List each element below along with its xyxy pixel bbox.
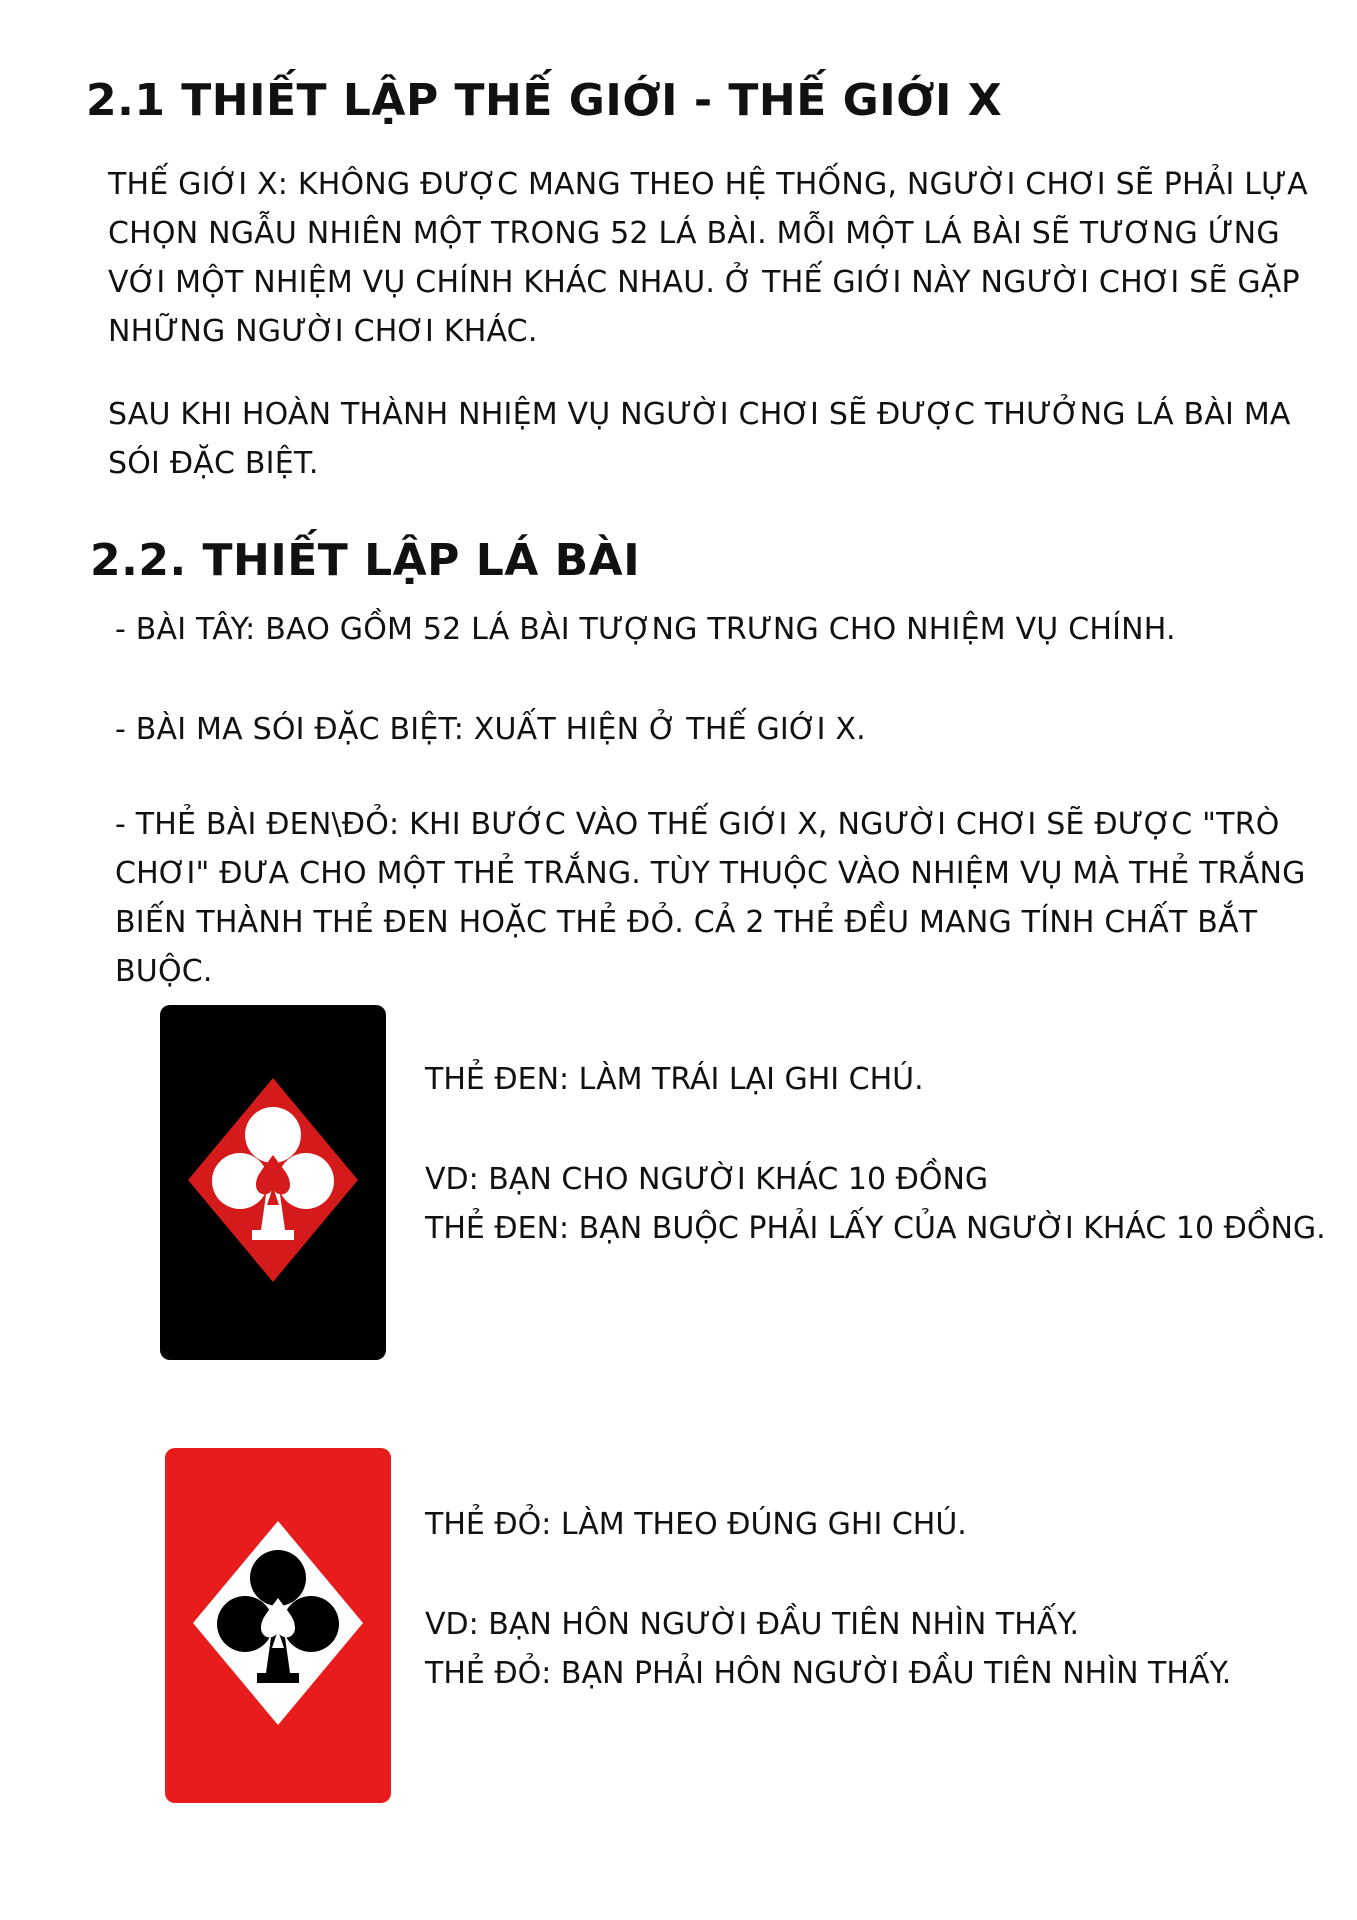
red-card-image: [165, 1448, 391, 1803]
red-card-rule: THẺ ĐỎ: BẠN PHẢI HÔN NGƯỜI ĐẦU TIÊN NHÌN THẤY.: [425, 1656, 1232, 1691]
black-card-label: THẺ ĐEN: LÀM TRÁI LẠI GHI CHÚ.: [425, 1062, 924, 1097]
club-spade-diamond-icon: [160, 1005, 386, 1360]
red-card-label: THẺ ĐỎ: LÀM THEO ĐÚNG GHI CHÚ.: [425, 1507, 967, 1542]
black-card-example: VD: BẠN CHO NGƯỜI KHÁC 10 ĐỒNG: [425, 1162, 989, 1197]
list-item-black-red-cards: - THẺ BÀI ĐEN\ĐỎ: KHI BƯỚC VÀO THẾ GIỚI X, NGƯỜI CHƠI SẼ ĐƯỢC "TRÒ CHƠI" ĐƯA CHO MỘT THẺ TRẮNG. TÙY THUỘC VÀO NHIỆM VỤ MÀ THẺ TRẮNG BIẾN THÀNH THẺ ĐEN HOẶC THẺ ĐỎ. CẢ 2 THẺ ĐỀU MANG TÍNH CHẤT BẮT BUỘC.: [115, 807, 1306, 989]
section-1-paragraph-1: THẾ GIỚI X: KHÔNG ĐƯỢC MANG THEO HỆ THỐNG, NGƯỜI CHƠI SẼ PHẢI LỰA CHỌN NGẪU NHIÊN MỘT TRONG 52 LÁ BÀI. MỖI MỘT LÁ BÀI SẼ TƯƠNG ỨNG VỚI MỘT NHIỆM VỤ CHÍNH KHÁC NHAU. Ở THẾ GIỚI NÀY NGƯỜI CHƠI SẼ GẶP NHỮNG NGƯỜI CHƠI KHÁC.: [108, 167, 1308, 349]
list-item-western-cards: - BÀI TÂY: BAO GỒM 52 LÁ BÀI TƯỢNG TRƯNG CHO NHIỆM VỤ CHÍNH.: [115, 612, 1176, 647]
black-card-rule: THẺ ĐEN: BẠN BUỘC PHẢI LẤY CỦA NGƯỜI KHÁC 10 ĐỒNG.: [425, 1211, 1326, 1246]
section-1-heading: 2.1 THIẾT LẬP THẾ GIỚI - THẾ GIỚI X: [86, 75, 1003, 126]
red-card-example: VD: BẠN HÔN NGƯỜI ĐẦU TIÊN NHÌN THẤY.: [425, 1607, 1080, 1642]
black-card-image: [160, 1005, 386, 1360]
section-1-paragraph-2: SAU KHI HOÀN THÀNH NHIỆM VỤ NGƯỜI CHƠI SẼ ĐƯỢC THƯỞNG LÁ BÀI MA SÓI ĐẶC BIỆT.: [108, 397, 1291, 481]
list-item-werewolf-cards: - BÀI MA SÓI ĐẶC BIỆT: XUẤT HIỆN Ở THẾ GIỚI X.: [115, 712, 866, 747]
club-spade-diamond-icon: [165, 1448, 391, 1803]
section-2-heading: 2.2. THIẾT LẬP LÁ BÀI: [90, 535, 641, 586]
